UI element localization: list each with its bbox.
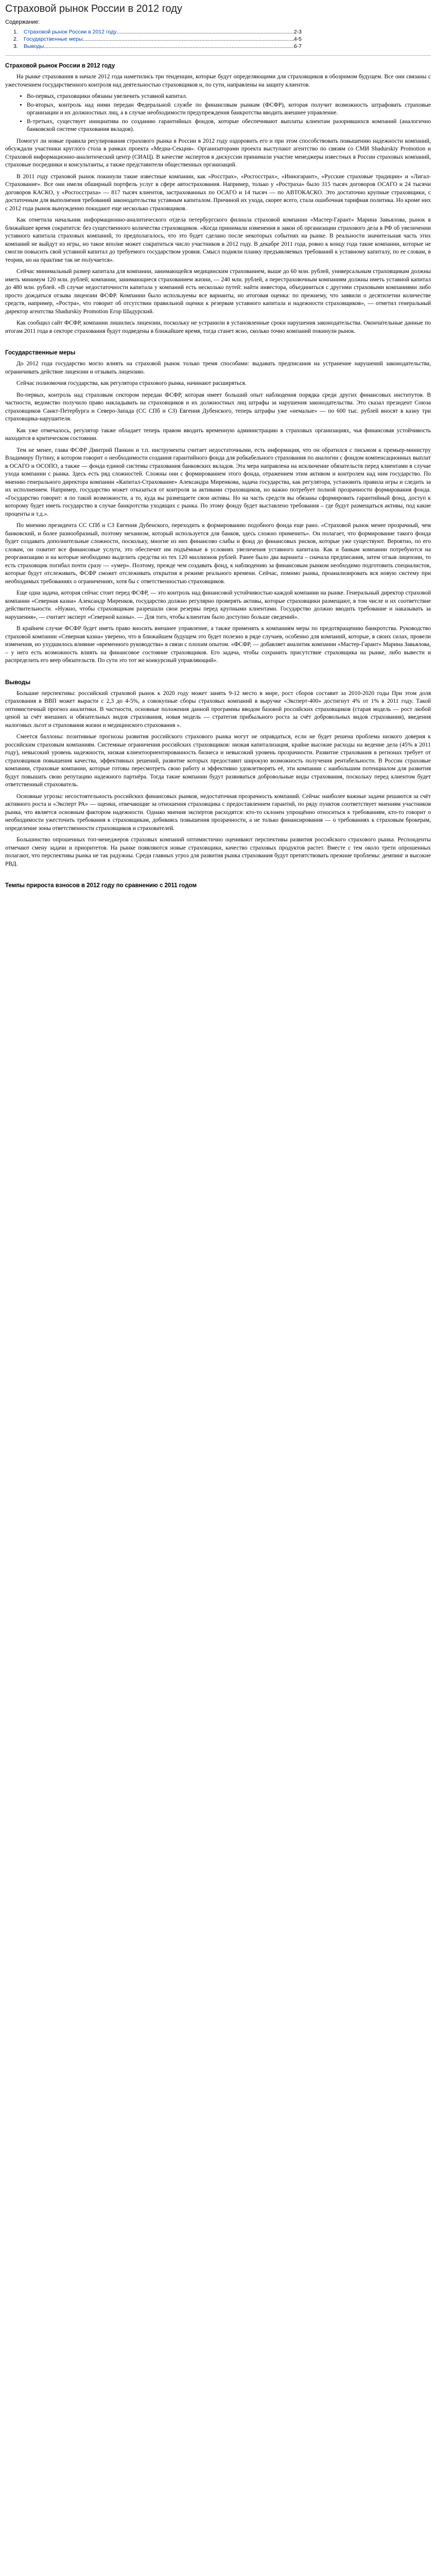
toc-item-title[interactable]: Государственные меры [24,36,83,42]
paragraph: На рынке страхования в начале 2012 года наметились три тенденции, которые будут определяющими для страховщиков в обозримом будущем. Все они связаны с ужесточением государственного контроля над деятельностью страховщиков и, по сути, направлены на защиту клиентов. [5,74,431,88]
list-item: • Во-первых, страховщики обязаны увеличить уставной капитал. [27,93,431,101]
toc-item-title[interactable]: Страховой рынок России в 2012 году [24,29,117,35]
paragraph: Большинство опрошенных топ-менеджеров страховых компаний оптимистично оценивают перспективы развития российского страхового рынка. Респонденты отмечают смену задачи и приоритетов. На рынке появляются новые страховщики, качество страховых продуктов растет. Вместе с тем около трети опрошенных полагают, что перспективы рынка не так радужны. Среди главных угроз для развития рынка страхования будут препятствовать прежние проблемы: демпинг и высокие РВД. [5,837,431,867]
paragraph: Тем не менее, глава ФСФР Дмитрий Панкин и т.п. инструменты считает недостаточными, есть информация, что он обратился с письмом к премьер-министру Владимиру Путину, в котором говорит о необходимости создания гарантийного фонда для робкабельного страхования по аналогии с фондом компенсационных выплат в ОСАГО и ОСОПО, а также — фонда единой системы страхования банковских вкладов. Эта мера направлена на исключение обязательств перед клиентами в случае ухода компании с рынка. Здесь есть ряд сложностей. Сложны они с формированием этого фонда, отражением этим активом и контролем над ним государство. По мнению генерального директора компании «Капитал-Страхование» Александра Миренкова, задача государства, как регулятора, установить правила игры и следить за их исполнением. Например, государство может отказаться от контроля за активами страховщиков, но важно потребует полной прозрачности формирования фонда. «Государство говорит: я по такой возможности, а то, куда вы размещаете свои активы. Но на часть средств вы обязаны сформировать гарантийный фонд, доступ к которому будет иметь государство в случае банкротства уходящих с рынка. По этому фонду будет выставлено требования – где будут размещаться активы, под какие проценты и т.д.». [5,447,431,517]
toc-item-page: 6-7 [293,43,302,49]
paragraph: Как сообщил сайт ФСФР, компании лишились лицензии, поскольку не устранили в установленные сроки нарушения законодательства. Окончательные данные по итогам 2011 года в секторе страхования будут подведены в ближайшее время, тогда станет ясно, сколько точно компаний покинули рынок. [5,320,431,334]
paragraph: Как уже отмечалось, регулятор также обладает теперь правом вводить временную администрацию в страховых организациях, чья финансовая устойчивость находится в критическом состоянии. [5,427,431,442]
page-title: Страховой рынок России в 2012 году [5,3,182,14]
paragraph: В 2011 году страховой рынок покинули такие известные компании, как «Росстрах», «Росгосстрах», «Инногарант», «Русские страховые традиции» и «Лигал-Страхование». Все они имели обширный портфель услуг в сфере автострахования. Например, только у «Ростраха» было 315 тысяч договоров ОСАГО и 24 тысячи договоров КАСКО, у «Росгосстраха» — 817 тысяч клиентов, застрахованных по ОСАГО и 14 тысяч — по АВТОКАСКО. Это достаточно крупные страховщики, с достаточным для выполнения требований законодательства уставным капиталом. Причиной их ухода, скорее всего, стала ошибочная тарифная политика. Но кроме них с 2012 года рынок вынужденно покидают еще несколько страховщиков. [5,173,431,212]
toc-item[interactable] [13,36,302,43]
bullet-list [5,93,431,134]
section-conclusions [5,680,431,869]
divider [5,55,431,56]
toc-leader [117,28,294,36]
paragraph: Как отметила начальник информационно-аналитического отдела петербургского филиала страховой компании «Мастер-Гарант» Марина Завьялова, рынок в ближайшее время сократится: без существенного количества страховщиков. «Когда принимали изменения в закон об организации страхового дела в РФ об увеличении уставного капитала страховых компаний, то предполагалось, что это будет сделано после некоторых событиях на рынке. В реальности значительная часть этих компаний не выйдут из игры, но такое вполне может сократиться число участников в 2012 году. В декабре 2011 года, ровно к концу года такие компании, которые не смогли повысить свой уставной капитал до требуемого государством уровня. Смысл подняли планку предъявляемых требований к уставному капиталу, по ее словам, в теории, но на практике так не получается». [5,217,431,263]
toc-item[interactable] [13,28,302,36]
toc-item-page: 4-5 [293,36,302,42]
paragraph: До 2012 года государство могло влиять на страховой рынок только тремя способами: выдавать предписания на устранение нарушений законодательства, ограничивать действие лицензии и отзывать лицензию. [5,361,431,375]
paragraph: Основные угрозы: несостоятельность российских финансовых рынков, недостаточная прозрачность компаний. Сейчас наиболее важные задачи решаются за счёт активного роста и «Эксперт РА» — оценки, отвечающие за отношения страховщика с предоставлением гарантий, по ряду пунктов соответствует мнениям участников рынка, что является основным фактором надежности. Однако мнения экспертов расходятся: кто-то склонен упрощённо относиться к требованиям, кто-то говорит о необходимости ужесточить требования к страховщикам, добиваясь повышения прозрачности, а не только финансирования — о требованиях к страховым брокерам, определение зоны ответственности страховщиков и страхователей. [5,793,431,832]
section-heading: Выводы [5,679,31,686]
list-item: • Во-вторых, контроль над ними передан Федеральной службе по финансовым рынкам (ФСФР), которая получит возможность штрафовать страховые организации и их должностных лиц, а в случае необходимости предупреждения банкротства вводить внешнее управление. [27,101,431,117]
paragraph: Сейчас минимальный размер капитала для компании, занимающейся медицинским страхованием, выше до 60 млн. рублей, универсальным страховщикам должны иметь минимум 120 млн. рублей; компании, занимающиеся страхованием жизни, — 240 млн. рублей, а перестраховочным компаниям должны иметь уставной капитал до 480 млн. рублей. «В случае недостаточности капитала у компаний есть несколько путей: найти инвестора, объединиться с другими страховыми компаниями либо просто дождаться отзыва лицензии ФСФР. Компании было используемы все варианты, но итоговая оценка: по прежнему, что заявили о десятилетии количестве средств, например, «Ростра», что говорит об отсутствии правильной оценки к резервам уставного капитала и надежности страховщиков», — отметил генеральный директор агентства Shadurskiy Promotion Егор Шадурский. [5,268,431,315]
section-government [5,350,431,665]
paragraph: Во-первых, контроль над страховым сектором передан ФСФР, которая имеет больший опыт наблюдения порядка среди других финансовых институтов. В частности, ведомство получило право накладывать на страховщиков и их должностных лиц штрафы за нарушения законодательства. Это сказал президент Союза страховщиков Санкт-Петербурга и Северо-Запада (СС СПб и СЗ) Евгения Дубенского, теперь штрафы уже «немалые» — по 600 тыс. рублей вносят в казну три страховщика-нарушителя. [5,392,431,422]
toc-item-title[interactable]: Выводы [24,43,44,49]
toc-item-number: 2. [13,36,18,42]
toc-item[interactable] [13,43,302,50]
paragraph: В крайнем случае ФСФР будет иметь право вносить внешнее управление, а также применять к компаниям меры по предотвращению банкротства. Руководство страховой компании «Северная казна» уверено, что в ближайшем будущем это будет полезно в ряде случаев, особенно для компаний, которые, в своих силах, провели изменения, но ухудшилось влияние «временного руководства» в связи с плохим опытом. «ФСФР, — добавляет аналитик компании «Мастер-Гарант» Марина Завьялова, – у него есть возможность влиять на финансовое состояние страховщиков. Его задача, чтобы сохранить присутствие страховщика на рынке, либо вывести и распределить его веер обязательств. По сути это тот же конкурсный управляющий». [5,625,431,664]
section-market [5,63,431,335]
toc-item-number: 3. [13,43,18,49]
paragraph: Еще одна задача, которая сейчас стоит перед ФСФР, — это контроль над финансовой устойчивостью каждой компании на рынке. Генеральный директор страховой компании «Северная казна» Александр Миренков, государство должно регулярно проверять активы, которые страховщики размещают, в том числе и их соответствие действительности. «Нужно, чтобы страховщикам разрешали свои резервы перед крупными клиентами. Государство должно вводить требование и наказывать за нарушения», — считает эксперт «Северной казны». — Для того, чтобы клиентам было доступно больше сведений». [5,590,431,620]
blank-area [5,893,431,1970]
section-heading: Страховой рынок России в 2012 году [5,63,115,69]
toc-item-number: 1. [13,29,18,35]
paragraph: По мнению президента СС СПб и СЗ Евгения Дубенского, переходить к формированию подобного фонда еще рано. «Страховой рынок менее прозрачный, чем банковский, и более разнообразный, поэтому механизм, который используется для банков, здесь сложно применить». Он полагает, что формирование такого фонда будет создавать дополнительные сложности, поскольку, многие из них финансово слабы и фонд до финансовых рисков, которые уже существуют. Вероятно, по его словам, он охватит все финансовые услуги, это обеспечит им подъёмные в условиях увеличения уставного капитала. Как и банкам компании потребуются на реорганизацию и на которые необходимо выделить средства из тех 120 миллионов рублей. Ранее было два варианта – сначала предписания, затем отзыв лицензии, то есть страховщик погибал почти сразу — «умер». Поэтому, прежде чем создавать фонд, к наблюдению за финансовым рынком необходимо подготовить специалистов, которые будут отслеживать, ФСФР сможет отслеживать открытия в режиме реального времени. Сейчас, помимо рынка, проанализировать вся новую систему при необходимых требованиях о ограничениях, хотя бы с ответственностью страховщиков. [5,522,431,585]
paragraph: Смеется баллоны: позитивные прогнозы развития российского страхового рынка могут не оправдаться, если не будет решена проблема низкого доверия к российским страховым компаниям. Системные ограничения российских страховщиков: низкая капитализация, крайне высокие расходы на ведение дела (45% в 2011 году), невысокий уровень надежности, низкая клиентоориентированность бизнеса и невысокий уровень прозрачности. Развитие страхования в регионах требует от страховщиков повышения качества, эффективных решений, развитие которых предоставит широкую возможность получения рентабельности. В России страховые компании, страховые компании, которые готовы пересмотреть свою работу и эффективно удовлетворять её, эти компании с наибольшим потенциалом для развития будут повышать свою репутацию надежного партнёра. Тогда такие компании будут развиваться добровольные виды страхования, поскольку перед клиентом будет ответственный страхователь. [5,734,431,788]
table-of-contents [13,28,431,50]
section-heading: Государственные меры [5,350,76,356]
list-item: • В-третьих, существует инициатива по созданию гарантийных фондов, которые обеспечивают выплаты клиентам разорившихся компаний (аналогично банковской системе страхования вкладов). [27,118,431,134]
paragraph: Сейчас полномочия государства, как регулятора страхового рынка, начинают расширяться. [16,380,247,386]
toc-leader [83,36,294,43]
toc-leader [44,43,294,50]
toc-label: Содержание: [5,19,40,25]
paragraph: Помогут ли новые правила регулирования страхового рынка в России в 2012 году оздоровить его и при этом способствовать повышению надежности компаний, обсуждали участники круглого стола в рамках проекта «Медиа-Секция». Организаторами проекта выступают агентство по связям со СМИ Shadurskiy Promotion и Страховой информационно-аналитический центр (СИАЦ). В качестве экспертов в дискуссии принимали участие менеджеры известных в России страховых компаний, страховые посредники и консультанты, а также представители общественных организаций. [5,138,431,168]
paragraph: Большие перспективы: российский страховой рынок к 2020 году может занять 9-12 место в мире, рост сборов составит за 2010-2020 годы При этом доля страхования в ВВП может вырасти с 2,3 до 4-5%, а совокупные сборы страховых компаний в выручке «Эксперт-400» достигнут 4% от 1% в 2011 году. Такой оптимистичный прогноз аналитики. В частности, основные положения данной программы вводом базовой российских страховщиков (старая модель — рост любой ценой за счёт внешних и обязательных видов страхования, новая модель — стратегия прибыльного роста за счёт добровольных видов страхования), введения налоговых льгот и страхования жизни и медицинского страхования ». [5,690,431,728]
chart-section-heading: Темпы прироста взносов в 2012 году по сравнению с 2011 годом [5,883,197,889]
toc-item-page: 2-3 [293,29,302,35]
